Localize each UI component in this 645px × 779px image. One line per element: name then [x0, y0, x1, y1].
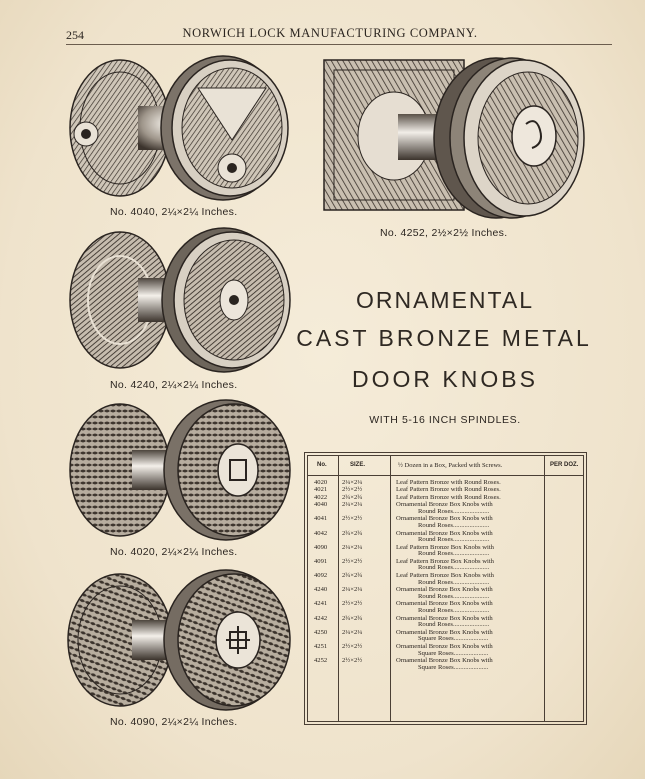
table-row [308, 559, 583, 573]
header-per-doz: PER DOZ. [550, 462, 579, 468]
header-no: No. [317, 462, 327, 468]
header-size: SIZE. [350, 462, 366, 468]
knob-4240-illustration [68, 224, 298, 376]
row-description-line-2: Round Roses...................... [418, 507, 490, 515]
subtitle: WITH 5-16 INCH SPINDLES. [369, 414, 521, 426]
row-size: 2¼×2¼ [342, 479, 363, 486]
row-size: 2¾×2¾ [342, 493, 363, 501]
row-number: 4090 [314, 543, 328, 551]
row-description-line-2: Round Roses...................... [418, 578, 490, 586]
row-description-line-2: Square Roses..................... [418, 635, 489, 643]
row-description-line-2: Round Roses...................... [418, 536, 490, 544]
title-line-2: CAST BRONZE METAL [296, 325, 592, 351]
row-number: 4241 [314, 600, 328, 608]
row-number: 4250 [314, 628, 328, 636]
row-description-line-2: Round Roses...................... [418, 592, 490, 600]
row-description-line-1: Ornamental Bronze Box Knobs with [396, 643, 493, 651]
row-description-line-1: Ornamental Bronze Box Knobs with [396, 529, 493, 537]
row-size: 2¼×2¼ [342, 543, 363, 551]
row-description [396, 545, 542, 558]
row-size: 2½×2½ [342, 643, 363, 651]
row-description-line-1: Leaf Pattern Bronze Box Knobs with [396, 557, 494, 565]
row-description [396, 658, 542, 671]
row-number: 4242 [314, 614, 328, 622]
caption-4240: No. 4240, 2¼×2¼ Inches. [110, 379, 238, 391]
row-description-line-1: Leaf Pattern Bronze Box Knobs with [396, 543, 494, 551]
table-row [308, 545, 583, 559]
page-number: 254 [66, 28, 84, 42]
row-number: 4092 [314, 572, 328, 580]
row-description-line-2: Round Roses...................... [418, 550, 490, 558]
caption-4040: No. 4040, 2¼×2¼ Inches. [110, 206, 238, 218]
table-row [308, 502, 583, 516]
row-description-line-1: Leaf Pattern Bronze with Round Roses. [396, 486, 501, 494]
row-description-line-2: Round Roses...................... [418, 521, 490, 529]
row-number: 4240 [314, 586, 328, 594]
row-size: 2¼×2¼ [342, 628, 363, 636]
row-number: 4041 [314, 515, 328, 523]
table-row [308, 644, 583, 658]
row-size: 2½×2½ [342, 600, 363, 608]
knob-4252-illustration [320, 52, 588, 224]
row-size: 2½×2½ [342, 486, 363, 494]
row-description [396, 630, 542, 643]
running-head: NORWICH LOCK MANUFACTURING COMPANY. [182, 26, 478, 40]
header-description: ½ Dozen in a Box, Packed with Screws. [398, 462, 503, 469]
table-row [308, 531, 583, 545]
table-row [308, 573, 583, 587]
row-description-line-1: Ornamental Bronze Box Knobs with [396, 614, 493, 622]
table-row [308, 601, 583, 615]
row-number: 4251 [314, 643, 328, 651]
row-description [396, 601, 542, 614]
row-description-line-1: Leaf Pattern Bronze with Round Roses. [396, 493, 501, 501]
row-description [396, 559, 542, 572]
row-description [396, 616, 542, 629]
caption-4090: No. 4090, 2¼×2¼ Inches. [110, 716, 238, 728]
row-number: 4021 [314, 486, 328, 494]
row-description-line-1: Leaf Pattern Bronze Box Knobs with [396, 572, 494, 580]
row-size: 2¾×2¾ [342, 614, 363, 622]
row-description [396, 644, 542, 657]
table-row [308, 587, 583, 601]
table-row [308, 630, 583, 644]
table-header [308, 456, 583, 476]
caption-4020: No. 4020, 2¼×2¼ Inches. [110, 546, 238, 558]
table-body [308, 480, 583, 672]
row-description-line-2: Square Roses..................... [418, 649, 489, 657]
row-number: 4040 [314, 501, 328, 509]
row-size: 2¾×2¾ [342, 529, 363, 537]
row-size: 2½×2½ [342, 557, 363, 565]
row-number: 4091 [314, 557, 328, 565]
row-description [396, 587, 542, 600]
row-description-line-2: Round Roses...................... [418, 621, 490, 629]
row-description-line-2: Round Roses...................... [418, 564, 490, 572]
knob-4040-illustration [68, 54, 298, 204]
row-description-line-2: Round Roses...................... [418, 606, 490, 614]
knob-4020-illustration [68, 396, 298, 544]
row-number: 4252 [314, 657, 328, 665]
table-inner-frame [307, 455, 584, 722]
caption-4252: No. 4252, 2½×2½ Inches. [380, 227, 508, 239]
row-description-line-1: Ornamental Bronze Box Knobs with [396, 600, 493, 608]
row-number: 4042 [314, 529, 328, 537]
row-description-line-1: Ornamental Bronze Box Knobs with [396, 501, 493, 509]
row-description-line-1: Ornamental Bronze Box Knobs with [396, 586, 493, 594]
knob-4090-illustration [66, 566, 298, 714]
row-number: 4020 [314, 479, 328, 486]
row-number: 4022 [314, 493, 328, 501]
row-description-line-1: Leaf Pattern Bronze with Round Roses. [396, 479, 501, 486]
row-description-line-1: Ornamental Bronze Box Knobs with [396, 628, 493, 636]
row-description [396, 573, 542, 586]
row-size: 2¾×2¾ [342, 572, 363, 580]
title-line-3: DOOR KNOBS [352, 366, 538, 392]
table-row [308, 516, 583, 530]
table-row [308, 658, 583, 672]
table-row [308, 616, 583, 630]
row-description [396, 531, 542, 544]
row-description-line-2: Square Roses..................... [418, 663, 489, 671]
price-table [304, 452, 587, 725]
row-description [396, 516, 542, 529]
row-description-line-1: Ornamental Bronze Box Knobs with [396, 515, 493, 523]
row-description-line-1: Ornamental Bronze Box Knobs with [396, 657, 493, 665]
title-line-1: ORNAMENTAL [355, 287, 535, 313]
row-size: 2½×2½ [342, 657, 363, 665]
row-size: 2¼×2¼ [342, 501, 363, 509]
row-description [396, 502, 542, 515]
row-size: 2½×2½ [342, 515, 363, 523]
row-size: 2¼×2¼ [342, 586, 363, 594]
header-rule [66, 44, 612, 45]
